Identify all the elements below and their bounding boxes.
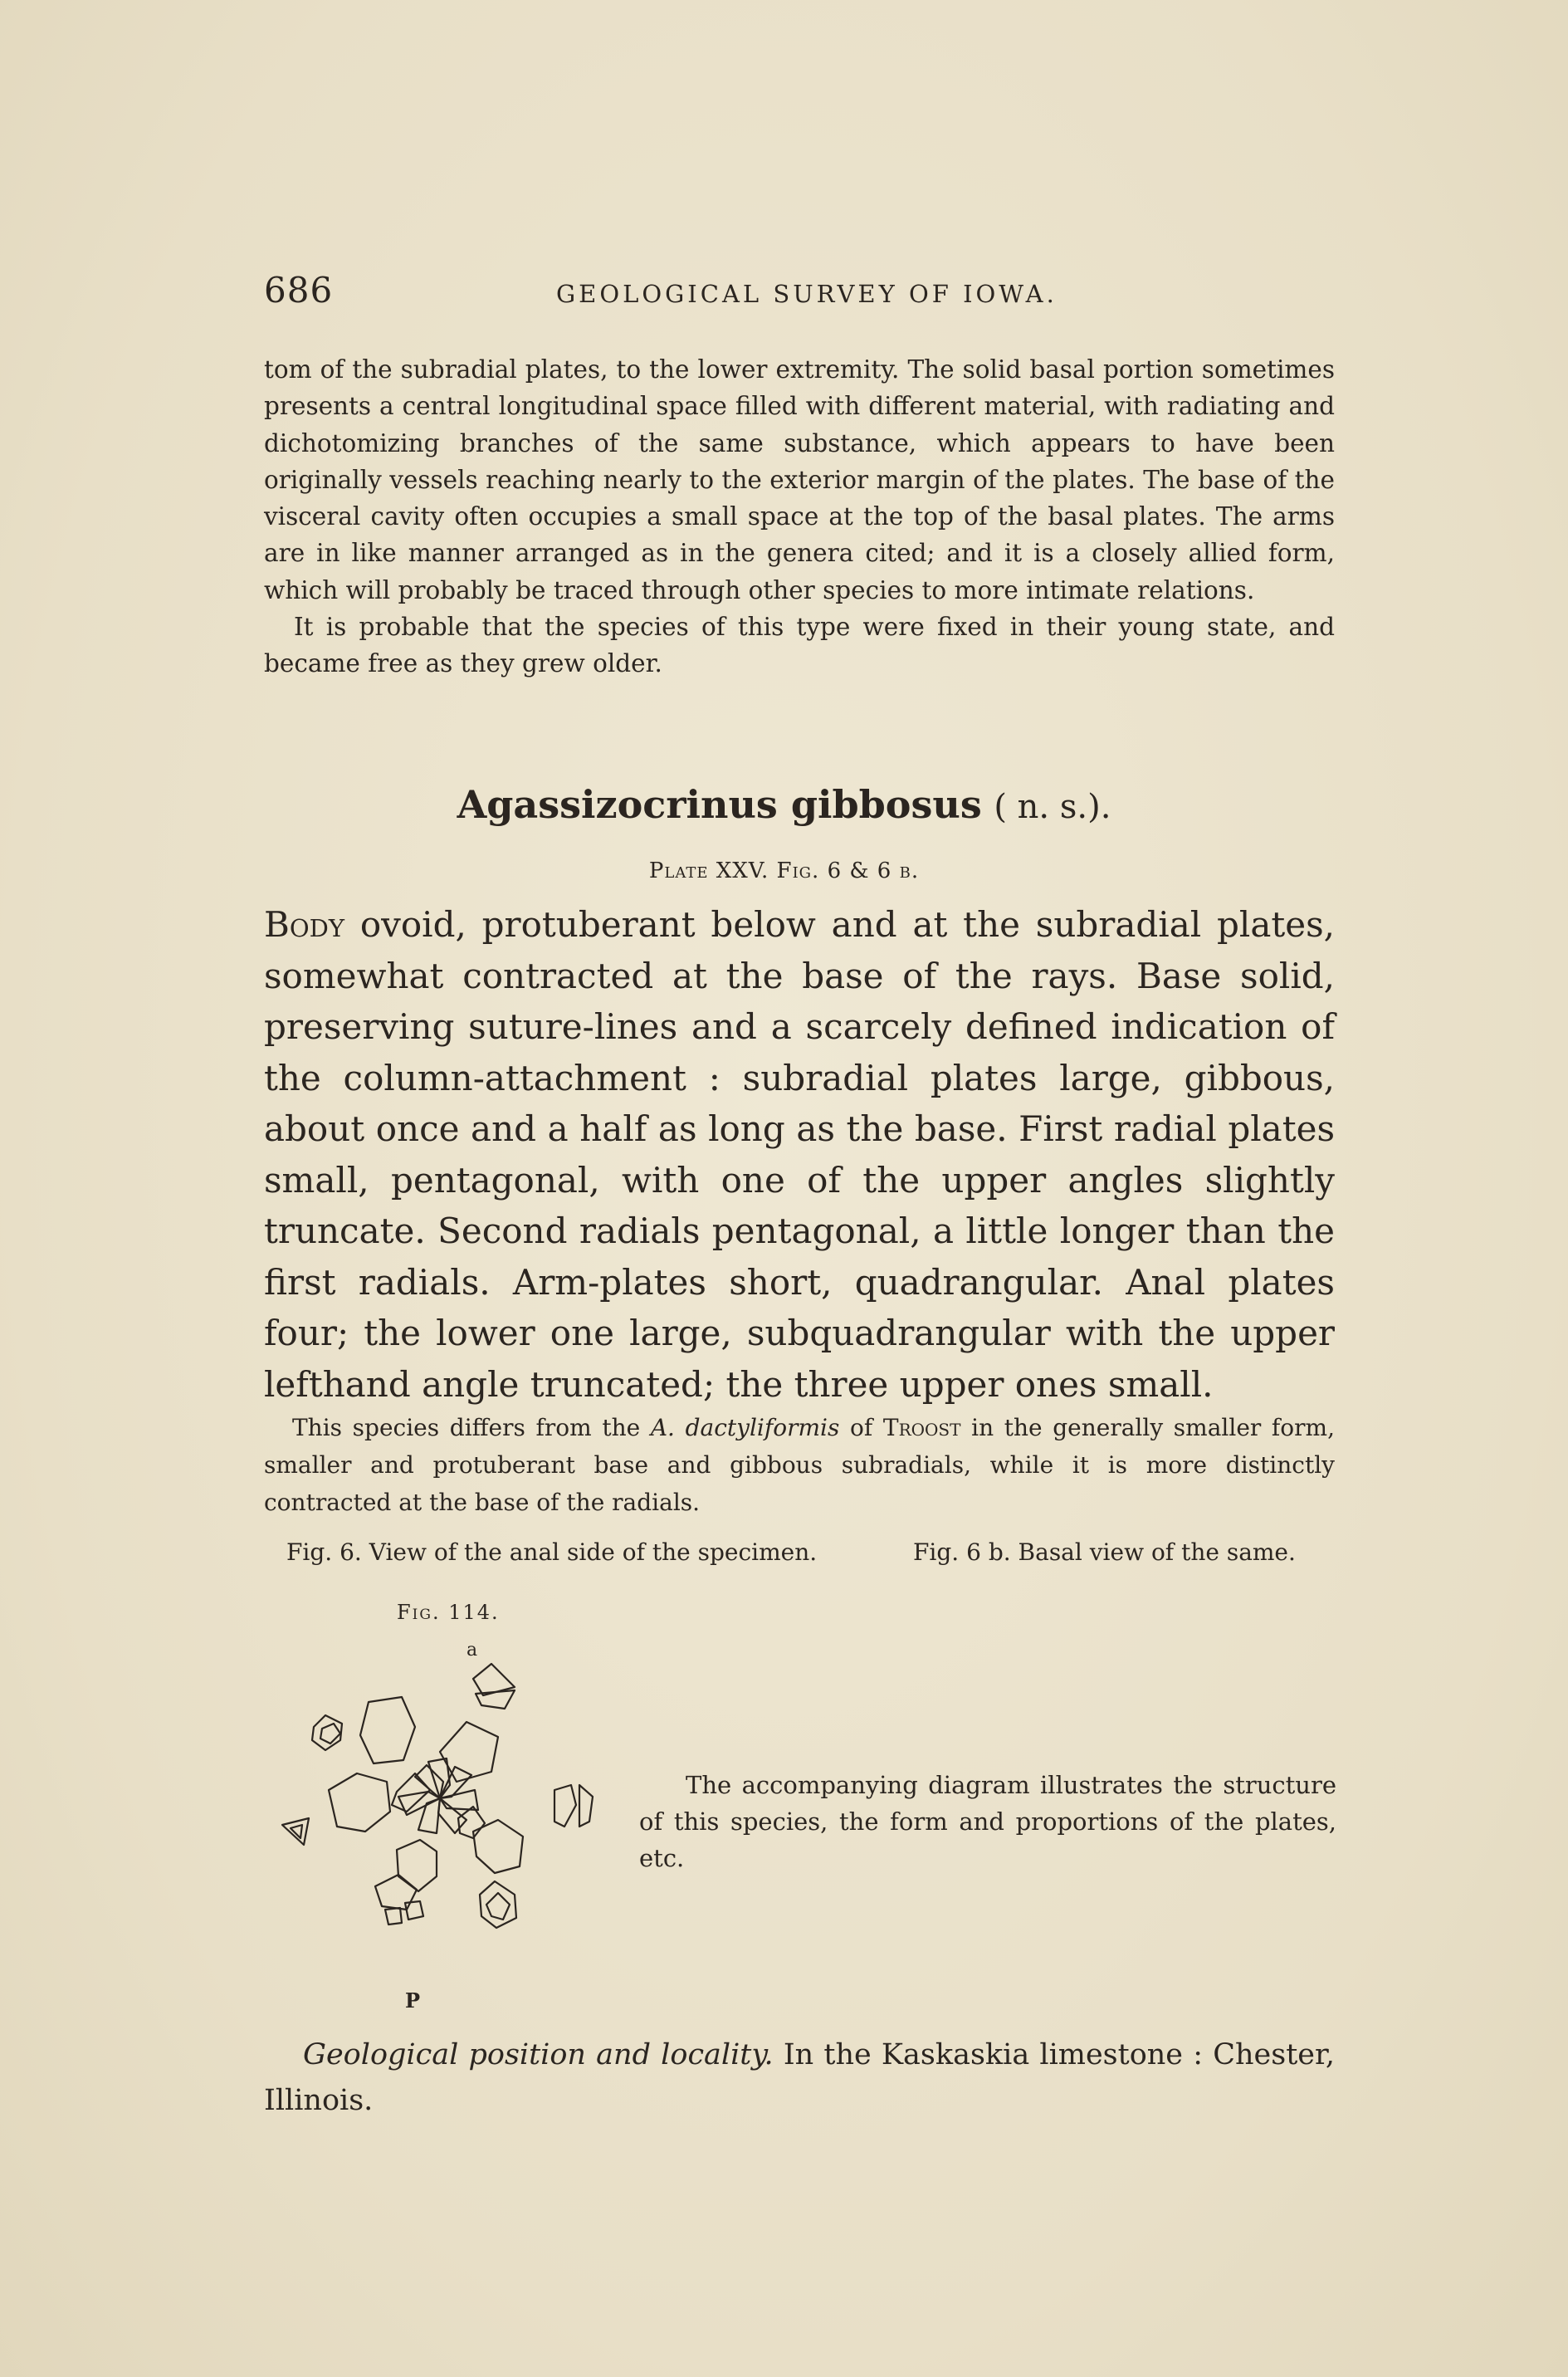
page-header [264, 270, 1343, 320]
comparison-note [264, 1409, 1335, 1521]
page-number: 686 [264, 270, 334, 311]
description-lead-word: Body [264, 904, 345, 945]
plate-lower-left-a [385, 1908, 402, 1925]
description-text: ovoid, protuberant below and at the subradial plates, somewhat contracted at the base of the rays. Base solid, preserving suture-lines and a scarcely defined indication of the column-attachment : subradial plates large, gibbous, about once and a half as long as the base. First radial plates small, pentagonal, with one of the upper angles slightly truncate. Second radials pentagonal, a little longer than the first radials. Arm-plates short, quadrangular. Anal plates four; the lower one large, subquadrangular with the upper lefthand angle truncated; the three upper ones small. [264, 904, 1335, 1405]
caption-fig-6: Fig. 6. View of the anal side of the specimen. [286, 1538, 818, 1566]
plate-far-right-2 [579, 1785, 593, 1827]
plate-reference: Plate XXV. Fig. 6 & 6 b. [648, 858, 920, 883]
species-designation: ( n. s.). [994, 788, 1111, 826]
intro-paragraph: tom of the subradial plates, to the lower extremity. The solid basal portion sometimes presents a central longitudinal space filled with different material, with radiating and dichotomizing branches of the same substance, which appears to have been originally vessels reaching nearly to the exterior margin of the plates. The base of the visceral cavity often occupies a small space at the top of the basal plates. The arms are in like manner arranged as in the genera cited; and it is a closely allied form, which will probably be traced through other species to more intimate relations. [264, 355, 1335, 604]
diagram-letter-p: P [405, 1988, 421, 2013]
locality-label: Geological position and locality. [303, 2038, 774, 2071]
intro-text [264, 351, 1335, 682]
plate-center-3 [440, 1767, 471, 1798]
plate-far-left-inner [291, 1825, 302, 1838]
plate-lower-right-inner [486, 1893, 510, 1920]
plate-left-large [329, 1773, 390, 1832]
plate-far-left [282, 1818, 309, 1845]
comparison-text: of [839, 1414, 883, 1441]
figure-explanation-text: The accompanying diagram illustrates the structure of this species, the form and proportions of the plates, etc. [639, 1771, 1336, 1872]
caption-fig-6b: Fig. 6 b. Basal view of the same. [913, 1538, 1296, 1566]
running-title: GEOLOGICAL SURVEY OF IOWA. [556, 280, 1058, 308]
species-description [264, 899, 1335, 1410]
plate-lower-left-b [405, 1901, 423, 1920]
diagram-letter-a: a [466, 1640, 478, 1660]
plate-right-small [458, 1807, 485, 1838]
comparison-text: This species differs from the [292, 1414, 651, 1441]
plate-upper-left [360, 1697, 415, 1763]
species-reference: A. dactyliformis [650, 1414, 840, 1441]
author-name: Troost [882, 1414, 961, 1441]
species-name: Agassizocrinus gibbosus [457, 782, 982, 827]
figure-captions [286, 1538, 1332, 1572]
plate-far-right-1 [554, 1785, 576, 1827]
plate-lower-right [480, 1881, 516, 1928]
figure-explanation [639, 1767, 1336, 1876]
species-title [0, 782, 1568, 827]
figure-label: Fig. 114. [397, 1601, 500, 1624]
locality-text: In the Kaskaskia limestone : Chester, Illinois. [264, 2038, 1335, 2117]
intro-paragraph: It is probable that the species of this type were fixed in their young state, and became free as they grew older. [264, 613, 1335, 678]
comparison-text: in the generally smaller form, smaller and protuberant base and gibbous subradials, while it is more distinctly contracted at the base of the radials. [264, 1414, 1335, 1516]
plate-lower-center [397, 1840, 437, 1891]
locality-section [264, 2032, 1335, 2124]
plate-lower-left [375, 1875, 417, 1910]
plate-upper-left-small [312, 1715, 342, 1750]
plate-structure-diagram [274, 1627, 631, 2022]
plate-upper-left-small-inner [320, 1724, 340, 1744]
